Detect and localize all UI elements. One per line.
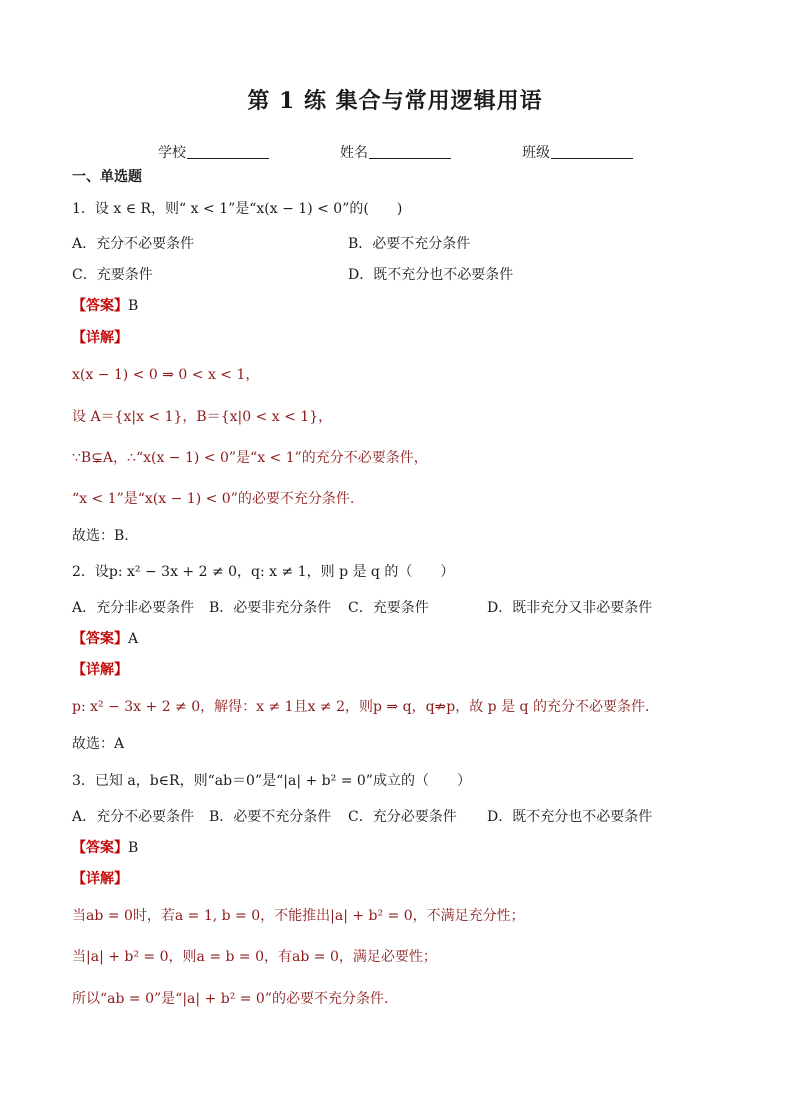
question-2-solution-line-1: p: x² − 3x + 2 ≠ 0，解得：x ≠ 1且x ≠ 2，则p ⇒ q，q⇏p，故 p 是 q 的充分不必要条件. [72, 699, 650, 715]
question-1-solution-line-4: “x < 1”是“x(x − 1) < 0”的必要不充分条件. [72, 491, 355, 507]
question-1-option-d: D．既不充分也不必要条件 [348, 267, 514, 283]
answer-value: B [128, 840, 139, 856]
question-3-stem: 3．已知 a，b∈R，则“ab＝0”是“|a| + b² = 0”成立的（ ） [72, 773, 471, 789]
question-3-option-a: A．充分不必要条件 [72, 809, 195, 825]
question-2-detail-label: 【详解】 [72, 662, 128, 678]
name-field [340, 144, 451, 162]
question-1-answer [72, 297, 138, 315]
question-1-option-c: C．充要条件 [72, 267, 153, 283]
question-2-stem: 2．设p: x² − 3x + 2 ≠ 0，q: x ≠ 1，则 p 是 q 的（ ） [72, 564, 455, 580]
question-3-option-b: B．必要不充分条件 [209, 809, 332, 825]
question-1-conclusion: 故选：B. [72, 528, 129, 544]
question-1-solution-line-2: 设 A＝{x|x < 1}，B＝{x|0 < x < 1}， [72, 409, 333, 425]
school-label: 学校 [158, 145, 186, 161]
answer-value: A [128, 631, 139, 647]
name-blank [369, 144, 451, 159]
question-1-solution-line-1: x(x − 1) < 0 ⇒ 0 < x < 1， [72, 367, 260, 383]
page-title: 第 1 练 集合与常用逻辑用语 [247, 88, 543, 114]
answer-label: 【答案】 [72, 298, 128, 314]
question-3-solution-line-2: 当|a| + b² = 0，则a = b = 0，有ab = 0，满足必要性； [72, 949, 437, 965]
answer-value: B [128, 298, 139, 314]
section-heading: 一、单选题 [72, 169, 142, 185]
question-1-solution-line-3: ∵B⊊A，∴“x(x − 1) < 0”是“x < 1”的充分不必要条件， [72, 450, 428, 466]
class-label: 班级 [522, 145, 550, 161]
question-3-answer [72, 839, 138, 857]
question-1-detail-label: 【详解】 [72, 330, 128, 346]
school-field [158, 144, 269, 162]
question-3-option-c: C．充分必要条件 [348, 809, 457, 825]
question-2-option-c: C．充要条件 [348, 600, 429, 616]
school-blank [187, 144, 269, 159]
name-label: 姓名 [340, 145, 368, 161]
question-2-option-b: B．必要非充分条件 [209, 600, 332, 616]
question-2-option-d: D．既非充分又非必要条件 [487, 600, 653, 616]
answer-label: 【答案】 [72, 840, 128, 856]
question-2-option-a: A．充分非必要条件 [72, 600, 195, 616]
question-1-option-b: B．必要不充分条件 [348, 236, 471, 252]
question-3-solution-line-1: 当ab = 0时，若a = 1, b = 0，不能推出|a| + b² = 0，不满足充分性； [72, 908, 525, 924]
question-2-conclusion: 故选：A [72, 736, 125, 752]
question-2-answer [72, 630, 138, 648]
question-3-solution-line-3: 所以“ab = 0”是“|a| + b² = 0”的必要不充分条件. [72, 991, 389, 1007]
class-blank [551, 144, 633, 159]
answer-label: 【答案】 [72, 631, 128, 647]
question-1-option-a: A．充分不必要条件 [72, 236, 195, 252]
class-field [522, 144, 633, 162]
question-3-detail-label: 【详解】 [72, 871, 128, 887]
question-1-stem: 1．设 x ∈ R，则“ x < 1”是“x(x − 1) < 0”的( ) [72, 201, 403, 217]
question-3-option-d: D．既不充分也不必要条件 [487, 809, 653, 825]
